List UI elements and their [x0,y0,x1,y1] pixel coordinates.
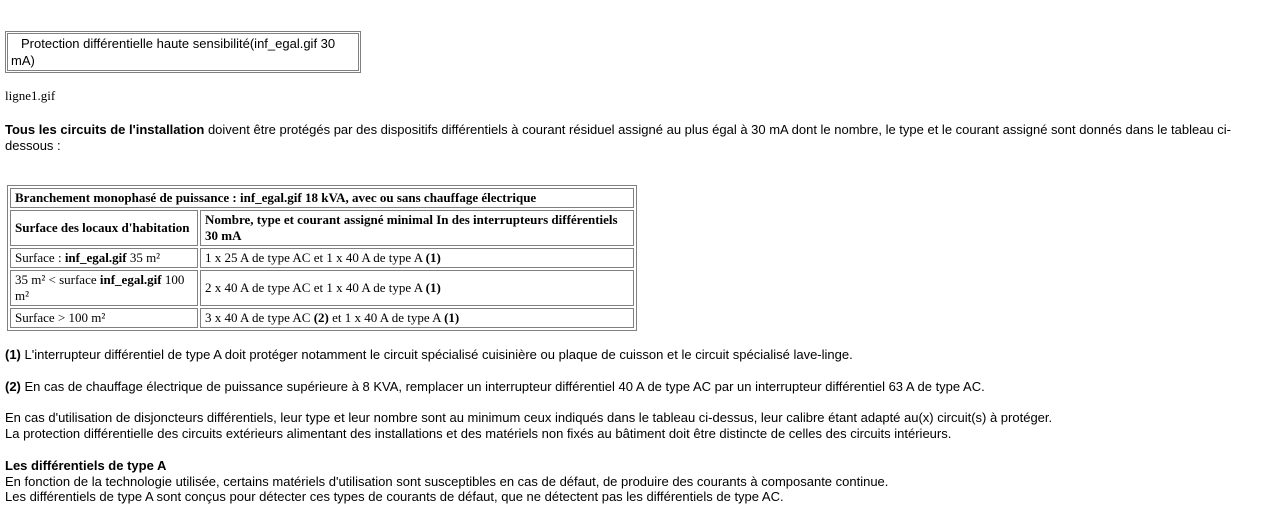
type-a-section [5,458,1270,505]
title-box-cell [7,33,359,71]
cell-text: et 1 x 40 A de type A [328,310,445,325]
cell-text: 3 x 40 A de type AC [205,310,314,325]
interrupteurs-cell [200,248,634,268]
disjoncteurs-paragraph [5,410,1270,441]
header-interrupteurs-text: Nombre, type et courant assigné minimal In des interrupteurs différentiels 30 mA [205,212,618,243]
type-a-heading: Les différentiels de type A [5,458,167,473]
title-box [5,31,361,73]
type-a-line-2: Les différentiels de type A sont conçus pour détecter ces types de courants de défaut, que ne détectent pas les différentiels de type AC. [5,489,784,504]
header-cell-surface [10,210,198,246]
table-caption-row [10,188,634,208]
footnote-1-marker: (1) [5,347,21,362]
intro-rest-text: doivent être protégés par des dispositifs différentiels à courant résiduel assigné au plus égal à 30 mA dont le nombre, le type et le courant assigné sont donnés dans le tableau ci-dessous : [5,122,1232,153]
note-ref: (2) [313,310,329,325]
note-ref: (1) [425,280,441,295]
table-row [10,248,634,268]
interrupteurs-cell [200,308,634,328]
footnote-1-text: L'interrupteur différentiel de type A doit protéger notamment le circuit spécialisé cuisinière ou plaque de cuisson et le circuit spécialisé lave-linge. [20,347,853,362]
surface-cell [10,270,198,306]
table-caption-cell [10,188,634,208]
table-header-row [10,210,634,246]
page-title: Protection différentielle haute sensibilité(inf_egal.gif 30 mA) [11,36,336,68]
cell-text: 35 m² [126,250,161,265]
header-surface-text: Surface des locaux d'habitation [15,220,190,235]
protection-table [7,185,637,331]
inf-egal-image-alt: inf_egal.gif [64,250,127,265]
table-row [10,308,634,328]
table-row [10,270,634,306]
cell-text: Surface > 100 m² [15,310,106,325]
type-a-line-1: En fonction de la technologie utilisée, certains matériels d'utilisation sont susceptibles en cas de défaut, de produire des courants à composante continue. [5,473,889,489]
disjoncteurs-line-2: La protection différentielle des circuits extérieurs alimentant des installations et des matériels non fixés au bâtiment doit être distincte de celles des circuits intérieurs. [5,425,952,441]
cell-text: 100 m² [15,272,185,303]
header-cell-interrupteurs [200,210,634,246]
note-ref: (1) [425,250,441,265]
disjoncteurs-line-1: En cas d'utilisation de disjoncteurs différentiels, leur type et leur nombre sont au minimum ceux indiqués dans le tableau ci-dessus, leur calibre étant adapté au(x) circuit(s) à protéger. [5,410,1053,425]
intro-bold-text: Tous les circuits de l'installation [5,122,205,137]
footnote-2 [5,379,1270,395]
note-ref: (1) [444,310,460,325]
inf-egal-image-alt: inf_egal.gif [99,272,162,287]
cell-text: 2 x 40 A de type AC et 1 x 40 A de type A [205,280,426,295]
table-caption-text: Branchement monophasé de puissance : inf_egal.gif 18 kVA, avec ou sans chauffage électrique [15,190,537,205]
cell-text: 35 m² < surface [15,272,100,287]
ligne-image-alt: ligne1.gif [5,88,56,103]
footnote-2-marker: (2) [5,379,21,394]
surface-cell [10,308,198,328]
cell-text: Surface : [15,250,65,265]
footnote-1 [5,347,1270,363]
surface-cell [10,248,198,268]
interrupteurs-cell [200,270,634,306]
cell-text: 1 x 25 A de type AC et 1 x 40 A de type A [205,250,426,265]
footnote-2-text: En cas de chauffage électrique de puissance supérieure à 8 KVA, remplacer un interrupteur différentiel 40 A de type AC par un interrupteur différentiel 63 A de type AC. [20,379,985,394]
intro-paragraph [5,122,1270,154]
